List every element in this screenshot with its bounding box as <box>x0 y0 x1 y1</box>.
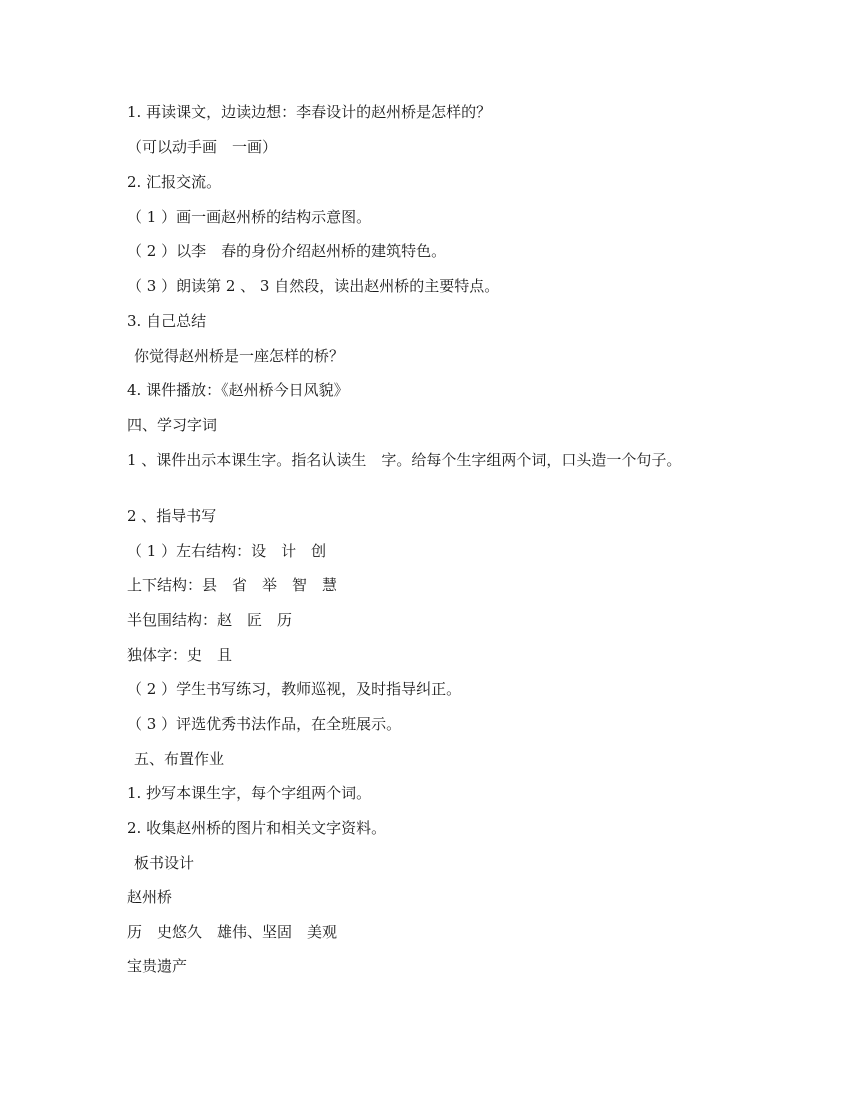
paragraph-self-summary: 3. 自己总结 <box>127 312 207 330</box>
paragraph-show-new-characters: 1 、课件出示本课生字。指名认读生 字。给每个生字组两个词，口头造一个句子。 <box>127 451 682 469</box>
section-heading-board-design: 板书设计 <box>134 854 195 872</box>
paragraph-introduce-features: （ 2 ）以李 春的身份介绍赵州桥的建筑特色。 <box>127 242 447 260</box>
paragraph-reread-text: 1. 再读课文，边读边想：李春设计的赵州桥是怎样的？ <box>127 103 492 121</box>
paragraph-top-bottom-structure: 上下结构：县 省 举 智 慧 <box>127 576 338 594</box>
paragraph-read-aloud: （ 3 ）朗读第 2 、 3 自然段，读出赵州桥的主要特点。 <box>127 277 500 295</box>
paragraph-single-characters: 独体字：史 且 <box>127 646 233 664</box>
paragraph-writing-guidance: 2 、指导书写 <box>127 507 217 525</box>
paragraph-writing-practice: （ 2 ）学生书写练习，教师巡视，及时指导纠正。 <box>127 680 462 698</box>
paragraph-question: 你觉得赵州桥是一座怎样的桥？ <box>134 347 345 365</box>
paragraph-showcase-works: （ 3 ）评选优秀书法作品，在全班展示。 <box>127 715 402 733</box>
section-heading-homework: 五、布置作业 <box>134 750 225 768</box>
board-heritage: 宝贵遗产 <box>127 957 188 975</box>
paragraph-copy-characters: 1. 抄写本课生字，每个字组两个词。 <box>127 784 372 802</box>
paragraph-half-enclosed-structure: 半包围结构：赵 匠 历 <box>127 611 293 629</box>
paragraph-report-exchange: 2. 汇报交流。 <box>127 173 222 191</box>
paragraph-left-right-structure: （ 1 ）左右结构：设 计 创 <box>127 542 327 560</box>
board-features: 历 史悠久 雄伟、坚固 美观 <box>127 923 338 941</box>
paragraph-draw-structure: （ 1 ）画一画赵州桥的结构示意图。 <box>127 208 372 226</box>
section-heading-learn-words: 四、学习字词 <box>127 416 218 434</box>
paragraph-collect-materials: 2. 收集赵州桥的图片和相关文字资料。 <box>127 819 387 837</box>
board-title: 赵州桥 <box>127 888 173 906</box>
paragraph-video-playback: 4. 课件播放：《赵州桥今日风貌》 <box>127 381 349 399</box>
paragraph-draw-hint: （可以动手画 一画） <box>127 138 278 156</box>
